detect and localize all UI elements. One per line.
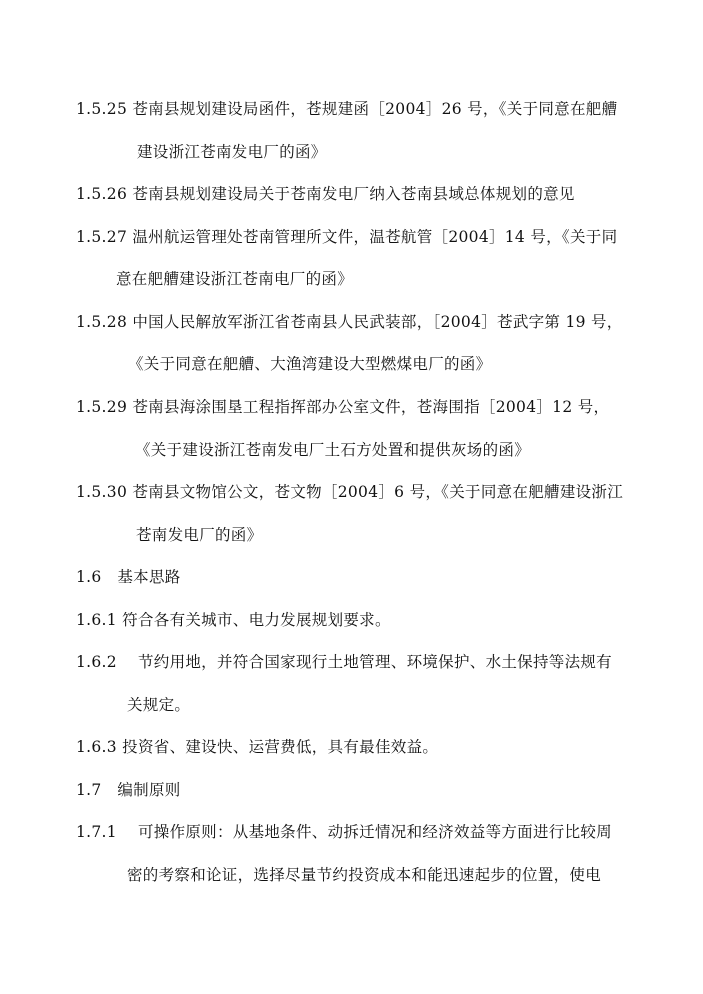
text-line-1-5-28-cont: 《关于同意在舥艚、大渔湾建设大型燃煤电厂的函》 (128, 355, 492, 373)
text-line-1-6-2: 1.6.2 节约用地，并符合国家现行土地管理、环境保护、水土保持等法规有 (76, 653, 612, 671)
text-line-1-5-28: 1.5.28 中国人民解放军浙江省苍南县人民武装部，［2004］苍武字第 19 号， (76, 313, 623, 331)
text-line-1-5-27: 1.5.27 温州航运管理处苍南管理所文件，温苍航管［2004］14 号，《关于同 (76, 228, 618, 246)
text-line-1-5-27-cont: 意在舥艚建设浙江苍南电厂的函》 (116, 270, 354, 288)
heading-1-6: 1.6 基本思路 (76, 568, 181, 586)
text-line-1-5-25: 1.5.25 苍南县规划建设局函件，苍规建函［2004］26 号，《关于同意在舥艚 (76, 100, 618, 118)
text-line-1-7-1: 1.7.1 可操作原则：从基地条件、动拆迁情况和经济效益等方面进行比较周 (76, 823, 612, 841)
text-line-1-5-30-cont: 苍南发电厂的函》 (136, 526, 263, 544)
text-line-1-5-25-cont: 建设浙江苍南发电厂的函》 (137, 143, 327, 161)
text-line-1-5-26: 1.5.26 苍南县规划建设局关于苍南发电厂纳入苍南县域总体规划的意见 (76, 185, 575, 203)
text-line-1-6-2-cont: 关规定。 (127, 696, 191, 714)
text-line-1-5-29: 1.5.29 苍南县海涂围垦工程指挥部办公室文件，苍海围指［2004］12 号， (76, 398, 610, 416)
heading-1-7: 1.7 编制原则 (76, 781, 181, 799)
text-line-1-5-29-cont: 《关于建设浙江苍南发电厂土石方处置和提供灰场的函》 (135, 441, 531, 459)
text-line-1-6-1: 1.6.1 符合各有关城市、电力发展规划要求。 (76, 611, 391, 629)
text-line-1-5-30: 1.5.30 苍南县文物馆公文，苍文物［2004］6 号，《关于同意在舥艚建设浙江 (76, 483, 624, 501)
text-line-1-6-3: 1.6.3 投资省、建设快、运营费低，具有最佳效益。 (76, 738, 439, 756)
text-line-1-7-1-cont: 密的考察和论证，选择尽量节约投资成本和能迅速起步的位置，使电 (127, 866, 602, 884)
